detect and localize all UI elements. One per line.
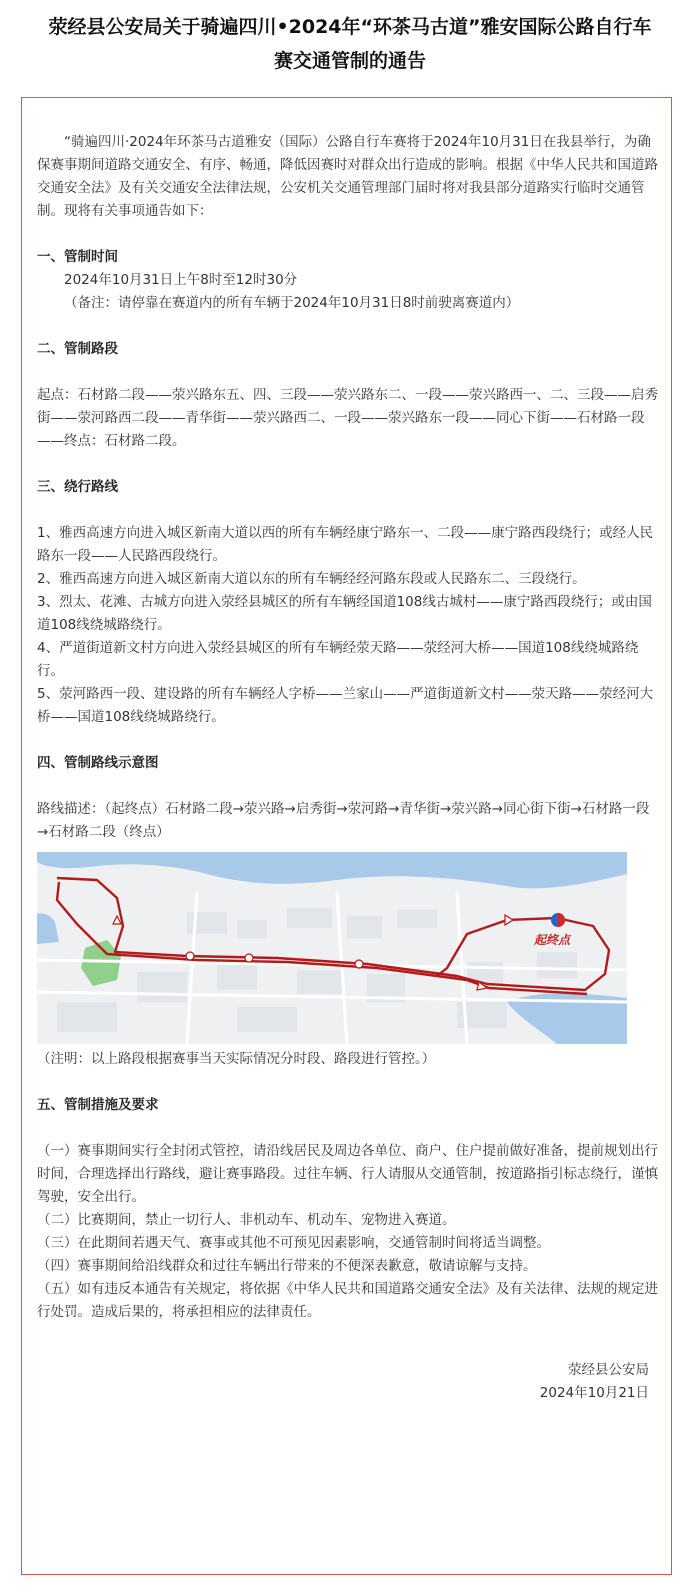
detour-item: 5、荥河路西一段、建设路的所有车辆经人字桥——兰家山——严道街道新文村——荥天路——荥经河大桥——国道108线绕城路绕行。 bbox=[37, 686, 654, 725]
map-note: （注明：以上路段根据赛事当天实际情况分时段、路段进行管控。） bbox=[37, 1051, 436, 1067]
measure-item: （五）如有违反本通告有关规定，将依据《中华人民共和国道路交通安全法》及有关法律、法规的规定进行处罚。造成后果的，将承担相应的法律责任。 bbox=[37, 1281, 658, 1320]
route-map bbox=[37, 852, 627, 1044]
detour-item: 4、严道街道新文村方向进入荥经县城区的所有车辆经荥天路——荥经河大桥——国道108线绕城路绕行。 bbox=[37, 640, 639, 679]
intro-paragraph: “骑遍四川·2024年环茶马古道雅安（国际）公路自行车赛将于2024年10月31日在我县举行，为确保赛事期间道路交通安全、有序、畅通，降低因赛时对群众出行造成的影响。根据《中华人民共和国道路交通安全法》及有关交通安全法律法规，公安机关交通管理部门届时将对我县部分道路实行临时交通管制。现将有关事项通告如下： bbox=[37, 134, 658, 219]
control-time: 2024年10月31日上午8时至12时30分 bbox=[64, 272, 298, 288]
control-time-note: （备注：请停靠在赛道内的所有车辆于2024年10月31日8时前驶离赛道内） bbox=[64, 295, 520, 311]
measure-item: （二）比赛期间，禁止一切行人、非机动车、机动车、宠物进入赛道。 bbox=[37, 1212, 456, 1228]
detour-item: 2、雅西高速方向进入城区新南大道以东的所有车辆经经河路东段或人民路东二、三段绕行。 bbox=[37, 571, 586, 587]
section-3-heading: 三、绕行路线 bbox=[37, 479, 118, 495]
measure-item: （三）在此期间若遇天气、赛事或其他不可预见因素影响，交通管制时间将适当调整。 bbox=[37, 1235, 550, 1251]
title-line-1: 荥经县公安局关于骑遍四川•2024年“环茶马古道”雅安国际公路自行车 bbox=[48, 16, 652, 38]
section-2-heading: 二、管制路段 bbox=[37, 341, 118, 357]
start-end-label: 起终点 bbox=[534, 933, 571, 947]
notice-body bbox=[37, 131, 659, 1405]
page-title bbox=[0, 10, 700, 78]
section-1-heading: 一、管制时间 bbox=[37, 249, 118, 265]
start-end-marker-icon bbox=[551, 913, 565, 927]
section-4-heading: 四、管制路线示意图 bbox=[37, 755, 159, 771]
route-description: 路线描述：（起终点）石材路二段→荥兴路→启秀街→荥河路→青华街→荥兴路→同心街下街→石材路一段→石材路二段（终点） bbox=[37, 801, 650, 840]
measure-item: （一）赛事期间实行全封闭式管控，请沿线居民及周边各单位、商户、住户提前做好准备，提前规划出行时间，合理选择出行路线，避让赛事路段。过往车辆、行人请服从交通管制，按道路指引标志绕行，谨慎驾驶，安全出行。 bbox=[37, 1143, 658, 1205]
controlled-roads: 起点：石材路二段——荥兴路东五、四、三段——荥兴路东二、一段——荥兴路西一、二、三段——启秀街——荥河路西二段——青华街——荥兴路西二、一段——荥兴路东一段——同心下街——石材路一段——终点：石材路二段。 bbox=[37, 387, 658, 449]
detour-item: 1、雅西高速方向进入城区新南大道以西的所有车辆经康宁路东一、二段——康宁路西段绕行；或经人民路东一段——人民路西段绕行。 bbox=[37, 525, 654, 564]
title-line-2: 赛交通管制的通告 bbox=[273, 50, 426, 72]
detour-item: 3、烈太、花滩、古城方向进入荥经县城区的所有车辆经国道108线古城村——康宁路西段绕行；或由国道108线绕城路绕行。 bbox=[37, 594, 652, 633]
route-map-image bbox=[37, 852, 627, 1044]
measure-item: （四）赛事期间给沿线群众和过往车辆出行带来的不便深表歉意，敬请谅解与支持。 bbox=[37, 1258, 537, 1274]
section-5-heading: 五、管制措施及要求 bbox=[37, 1097, 159, 1113]
signature-org: 荥经县公安局 bbox=[568, 1362, 649, 1378]
signature-date: 2024年10月21日 bbox=[539, 1385, 649, 1401]
